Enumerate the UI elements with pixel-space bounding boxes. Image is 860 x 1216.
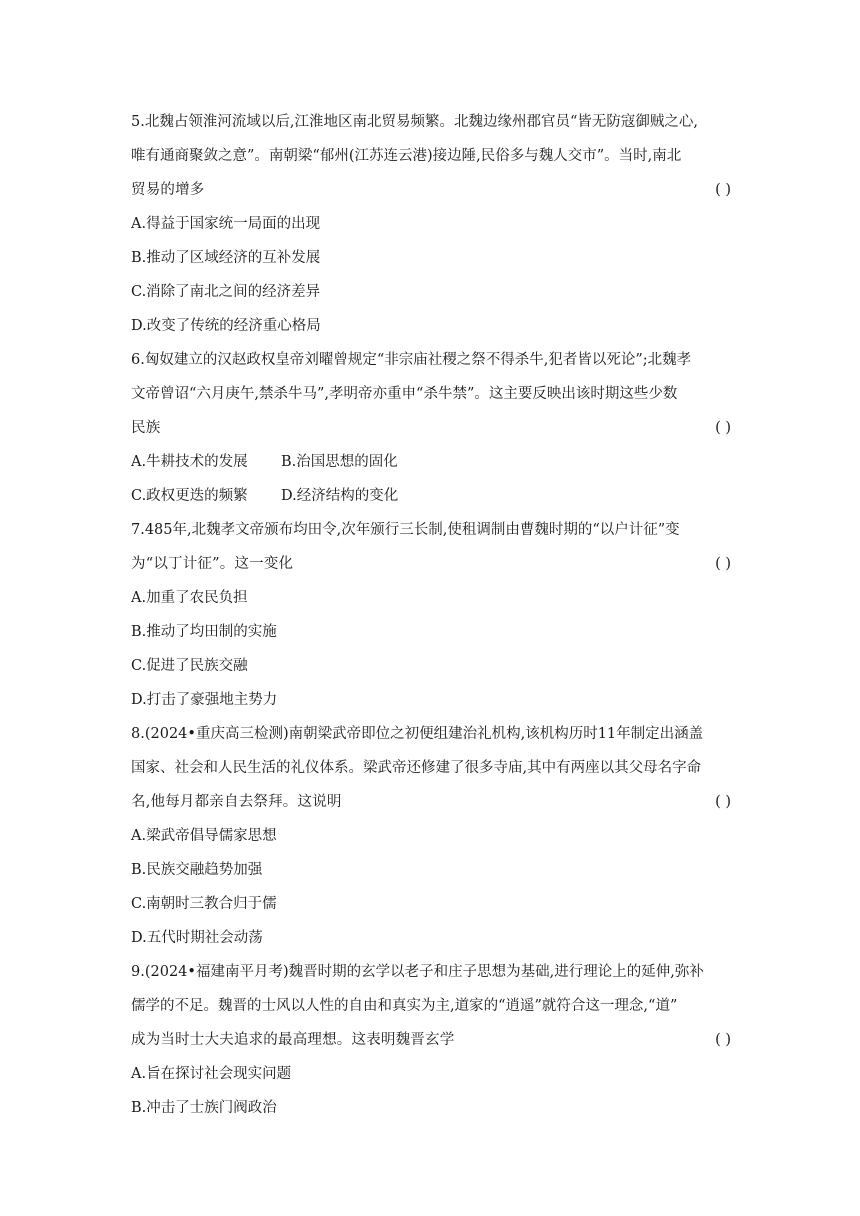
option-c: C.促进了民族交融: [131, 658, 248, 674]
question-stem-text: 贸易的增多: [131, 182, 205, 198]
option-b: B.民族交融趋势加强: [131, 862, 263, 878]
answer-bracket: ( ): [715, 556, 731, 572]
question-stem-text: 成为当时士大夫追求的最高理想。这表明魏晋玄学: [131, 1032, 455, 1048]
question-stem-line: 儒学的不足。魏晋的士风以人性的自由和真实为主,道家的“逍遥”就符合这一理念,“道”: [131, 998, 678, 1014]
option-a: A.加重了农民负担: [131, 590, 248, 606]
option-a: A.旨在探讨社会现实问题: [131, 1066, 292, 1082]
option-a: A.梁武帝倡导儒家思想: [131, 828, 277, 844]
option-d: D.改变了传统的经济重心格局: [131, 318, 321, 334]
option-a: A.得益于国家统一局面的出现: [131, 216, 321, 232]
answer-bracket: ( ): [715, 794, 731, 810]
option-b: B.推动了均田制的实施: [131, 624, 277, 640]
question-stem-line: 5.北魏占领淮河流域以后,江淮地区南北贸易频繁。北魏边缘州郡官员“皆无防寇御贼之心,: [131, 114, 698, 130]
question-stem-line: 唯有通商聚敛之意”。南朝梁“郁州(江苏连云港)接边陲,民俗多与魏人交市”。当时,南北: [131, 148, 682, 164]
question-stem-line: 国家、社会和人民生活的礼仪体系。梁武帝还修建了很多寺庙,其中有两座以其父母名字命: [131, 760, 702, 776]
question-stem-line: 文帝曾诏“六月庚午,禁杀牛马”,孝明帝亦重申“杀牛禁”。这主要反映出该时期这些少数: [131, 386, 678, 402]
question-stem-line: [131, 785, 731, 819]
option-d: D.经济结构的变化: [281, 488, 399, 504]
question-9: [131, 955, 731, 1125]
answer-bracket: ( ): [715, 420, 731, 436]
option-b: B.推动了区域经济的互补发展: [131, 250, 321, 266]
question-stem-line: 7.485年,北魏孝文帝颁布均田令,次年颁行三长制,使租调制由曹魏时期的“以户计征”变: [131, 522, 680, 538]
question-stem-text: 民族: [131, 420, 161, 436]
option-row: [131, 445, 731, 479]
question-stem-line: [131, 173, 731, 207]
question-stem-line: [131, 547, 731, 581]
question-stem-line: [131, 1023, 731, 1057]
answer-bracket: ( ): [715, 1032, 731, 1048]
question-5: [131, 105, 731, 343]
question-6: [131, 343, 731, 513]
question-7: [131, 513, 731, 717]
option-c: C.南朝时三教合归于儒: [131, 896, 277, 912]
question-stem-line: 8.(2024•重庆高三检测)南朝梁武帝即位之初便组建治礼机构,该机构历时11年制定出涵盖: [131, 726, 704, 742]
answer-bracket: ( ): [715, 182, 731, 198]
question-stem-line: 6.匈奴建立的汉赵政权皇帝刘曜曾规定“非宗庙社稷之祭不得杀牛,犯者皆以死论”;北魏孝: [131, 352, 692, 368]
question-stem-text: 为“以丁计征”。这一变化: [131, 556, 294, 572]
question-stem-text: 名,他每月都亲自去祭拜。这说明: [131, 794, 342, 810]
option-c: C.消除了南北之间的经济差异: [131, 284, 321, 300]
option-a: A.牛耕技术的发展: [131, 454, 248, 470]
option-d: D.五代时期社会动荡: [131, 930, 263, 946]
option-c: C.政权更迭的频繁: [131, 488, 248, 504]
option-b: B.冲击了士族门阀政治: [131, 1100, 277, 1116]
question-stem-line: [131, 411, 731, 445]
option-b: B.治国思想的固化: [281, 454, 398, 470]
question-8: [131, 717, 731, 955]
question-stem-line: 9.(2024•福建南平月考)魏晋时期的玄学以老子和庄子思想为基础,进行理论上的延伸,弥补: [131, 964, 704, 980]
option-d: D.打击了豪强地主势力: [131, 692, 278, 708]
option-row: [131, 479, 731, 513]
